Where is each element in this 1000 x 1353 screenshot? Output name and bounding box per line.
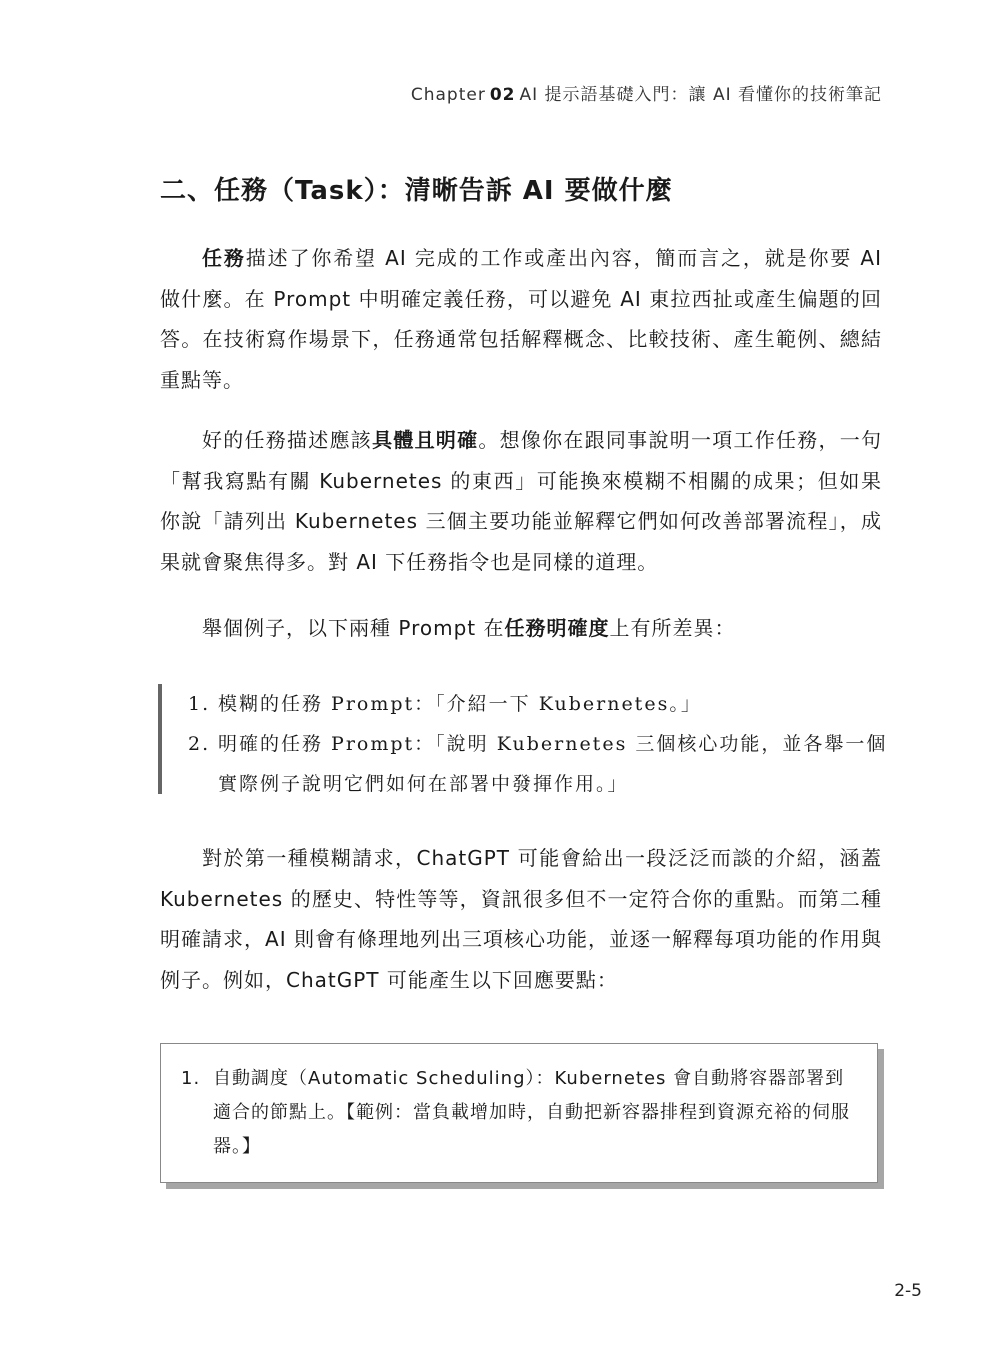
list-item: 2. 明確的任務 Prompt：「說明 Kubernetes 三個核心功能，並各舉一個實際例子說明它們如何在部署中發揮作用。」 [188,733,888,795]
chapter-label: Chapter [410,85,486,105]
chapter-number: 02 [489,85,516,105]
bold-lead: 任務 [202,246,246,270]
bold-emphasis: 任務明確度 [504,616,610,640]
paragraph-specific-clear: 好的任務描述應該具體且明確。想像你在跟同事說明一項工作任務，一句「幫我寫點有關 Kubernetes 的東西」可能換來模糊不相關的成果；但如果你說「請列出 Kubernetes 三個主要功能並解釋它們如何改善部署流程」，成果就會聚焦得多。對 AI 下任務指令也是同樣的道理。 [160,428,883,574]
paragraph-task-definition: 任務描述了你希望 AI 完成的工作或產出內容，簡而言之，就是你要 AI 做什麼。在 Prompt 中明確定義任務，可以避免 AI 東拉西扯或產生偏題的回答。在技術寫作場景下，任務通常包括解釋概念、比較技術、產生範例、總結重點等。 [160,246,883,392]
chapter-title: AI 提示語基礎入門：讓 AI 看懂你的技術筆記 [519,85,882,105]
section-title: 二、任務（Task）：清晰告訴 AI 要做什麼 [160,176,673,206]
page-number: 2-5 [894,1281,922,1301]
prompt-examples-quote [158,684,888,794]
list-item: 1. 模糊的任務 Prompt：「介紹一下 Kubernetes。」 [188,693,702,715]
bold-emphasis: 具體且明確 [372,428,479,452]
list-item: 1. 自動調度（Automatic Scheduling）：Kubernetes 會自動將容器部署到適合的節點上。【範例：當負載增加時，自動把新容器排程到資源充裕的伺服器。】 [181,1068,850,1157]
paragraph-comparison: 對於第一種模糊請求，ChatGPT 可能會給出一段泛泛而談的介紹，涵蓋 Kubernetes 的歷史、特性等等，資訊很多但不一定符合你的重點。而第二種明確請求，AI 則會有條理地列出三項核心功能，並逐一解釋每項功能的作用與例子。例如，ChatGPT 可能產生以下回應要點： [160,846,882,992]
paragraph-example-intro: 舉個例子，以下兩種 Prompt 在任務明確度上有所差異： [202,616,736,640]
running-header [411,80,882,105]
response-example-box [160,1043,878,1183]
